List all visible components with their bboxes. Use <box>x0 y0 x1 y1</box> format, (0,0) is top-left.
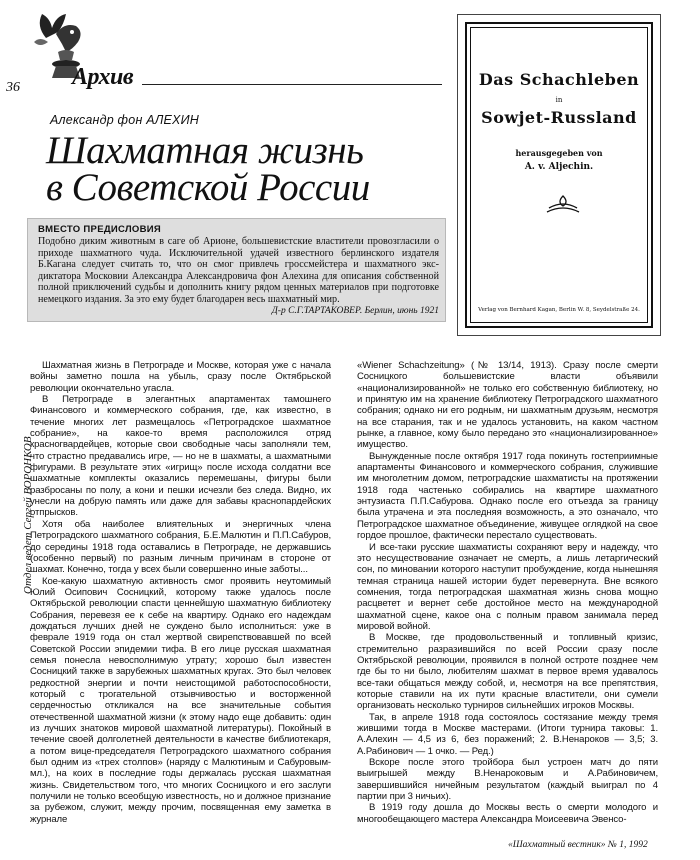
section-title: Архив <box>72 64 134 90</box>
paragraph: Вскоре после этого тройбора был устроен матч до пяти выигрышей между В.Ненароковым и А.Рабиновичем, завершившийся ничейным результатом (каждый выиграл по 4 партии при 3 ничьих). <box>357 757 658 803</box>
paragraph: Так, в апреле 1918 года состоялось состязание между тремя жившими тогда в Москве мастерами. (Итоги турнира таковы: 1. А.Алехин — 4,5 из 6, без поражений; 2. В.Ненароков — 3,5; 3. А.Рабинович — 1 очко. — Ред.) <box>357 711 658 757</box>
preface-box <box>27 218 446 322</box>
article-title <box>46 129 466 209</box>
title-line-1: Шахматная жизнь <box>46 129 364 172</box>
title-line-2: в Советской России <box>46 166 370 209</box>
page-number: 36 <box>6 80 20 95</box>
cover-publisher: Verlag von Bernhard Kagan, Berlin W. 8, Seydelstraße 24. <box>478 307 640 313</box>
cover-title-3: Sowjet-Russland <box>481 108 637 127</box>
cover-editor-name: A. v. Aljechin. <box>524 162 594 172</box>
cover-ornament-icon <box>543 194 583 216</box>
preface-signature: Д-р С.Г.ТАРТАКОВЕР. Берлин, июнь 1921 <box>271 305 439 316</box>
paragraph: В Петрограде в элегантных апартаментах тамошнего Финансового и коммерческого собрания, где, как известно, в течение многих лет размещалось «Петроградское шахматное собрание», на какое-то время расположился отряд красногвардейцев, которые свои свободные часы заполняли тем, что страстно предавались игре, — но не в шахматы, а шахматными фигурами. В результате этих «игрищ» после исхода солдатни все шахматные комплекты оказались перемешаны, фигуры были разбросаны по полу, а кони и пешки исчезли без следа. Видно, их унесли на добрую память или даже для забавы краснопардейских отпрысков. <box>30 394 331 519</box>
cover-frame <box>465 22 653 328</box>
paragraph: Кое-какую шахматную активность смог проявить неутомимый Юлий Осипович Сосницкий, которому также удалось после Октябрьской революции спасти ценнейшую шахматную библиотеку Собрания, перевезя ее к себе на квартиру. Однако его надеждам дождаться лучших дней не суждено было исполниться: уже в феврале 1919 года он стал жертвой свирепствовавшей по всей Советской России эпидемии тифа. В его лице русская шахматная семья понесла невосполнимую утрату; хорошо был известен Сосницкий также в зарубежных шахматных кругах. Это был человек редкостной энергии и почти неистощимой работоспособности, который с трогательной отзывчивостью и восторженной сердечностью откликался на все значительные события отечественной шахматной жизни (к этому надо еще добавить: один из лучших знатоков мировой шахматной литературы). Покойный в течение своей долголетней деятельности в качестве библиотекаря, а потом вице-председателя Петроградского шахматного собрания был одним из «трех столпов» (наряду с Малютиным и Сабуровым-мл.), на коих в последние годы держалась русская шахматная жизнь. Свидетельством того, что многих Сосницкого и его заслуги получили не только всеобщую известность, но и должное признание за рубежом, служит, между прочим, посвященная ему заметка в журнале <box>30 575 331 825</box>
preface-heading: ВМЕСТО ПРЕДИСЛОВИЯ <box>38 224 162 235</box>
paragraph: В Москве, где продовольственный и топливный кризис, стремительно разразившийся по всей России сразу после Октябрьской революции, проявился в полной остроте позднее чем где бы то ни было, любителям шахмат в первое время удавалось все-таки общаться между собой, и, несмотря на все препятствия, которые ставили на их пути красные властители, они сумели организовать несколько турниров сильнейших игроков Москвы. <box>357 632 658 712</box>
article-column-1 <box>30 360 331 825</box>
book-cover-image <box>457 14 661 336</box>
paragraph: Вынужденные после октября 1917 года покинуть гостеприимные апартаменты Финансового и коммерческого собрания, служившие им многолетним домом, петроградские шахматисты на протяжении 1918 года частенько собирались на квартире шахматного энтузиаста П.П.Сабурова. Однако после его отъезда за границу была утрачена и эта последняя возможность, а это означало, что Петроградское шахматное объединение, живущее оглядкой на свое гордое прошлое, фактически перестало существовать. <box>357 450 658 542</box>
cover-title-1: Das Schachleben <box>478 70 640 89</box>
sidebar-credit <box>6 372 34 602</box>
paragraph: Шахматная жизнь в Петрограде и Москве, которая уже с начала войны заметно пошла на убыль, сразу после Октябрьской революции окончательно угасла. <box>30 360 331 394</box>
author-byline: Александр фон АЛЕХИН <box>50 113 199 127</box>
paragraph: И все-таки русские шахматисты сохраняют веру и надежду, что это несуществование означает не смерть, а лишь летаргический сон, по миновании которого наступит пробуждение, когда нынешняя темная страница нашей истории будет перевернута. Вне всякого сомнения, тогда петроградская шахматная жизнь снова мощно расцветет и вернет себе достойное место на международной шахматной сцене, какое она с полным правом занимала перед мировой войной. <box>357 541 658 632</box>
section-divider <box>142 84 442 85</box>
cover-editor-label: herausgegeben von <box>515 148 603 158</box>
paragraph: «Wiener Schachzeitung» (№ 13/14, 1913). Сразу после смерти Сосницкого большевистские власти объявили «национализированной» не только его собственную библиотеку, но и принятую им на хранение библиотеку Петроградского шахматного собрания; однако ни его родным, ни шахматным друзьям, несмотря на все старания, так и не удалось установить, на каком частном рынке, а главное, кому было передано это «национализированное» имущество. <box>357 360 658 451</box>
sidebar-credit-text: Отдел ведет Сергей ВОРОНКОВ <box>22 436 34 594</box>
paragraph: В 1919 году дошла до Москвы весть о смерти молодого и многообещающего мастера Александра Моисеевича Эвенсо- <box>357 802 658 825</box>
preface-text: Подобно диким животным в саге об Арионе, большевистские властители провозгласили о приходе шахматного чуда. Исключительной удачей известного берлинского издателя Б.Кагана следует считать то, что он смог привлечь гроссмейстера и шахматного экс-диктатора Московии Александра Александровича фон Алехина для описания собственной полной приключений судьбы и дополнить книгу рядом ценных материалов при подготовке немецкого издания. За это ему будет благодарен весь шахматный мир. <box>38 236 439 305</box>
paragraph: Хотя оба наиболее влиятельных и энергичных члена Петроградского шахматного собрания, Б.Е.Малютин и П.П.Сабуров, до середины 1918 года оставались в Петрограде, не державшись (особенно первый) по разным личным причинам в стороне от шахмат. Конечно, тогда у всех были совершенно иные заботы... <box>30 518 331 576</box>
cover-title-2: in <box>555 96 563 104</box>
article-column-2 <box>357 360 658 825</box>
footer-journal: «Шахматный вестник» № 1, 1992 <box>508 840 648 850</box>
